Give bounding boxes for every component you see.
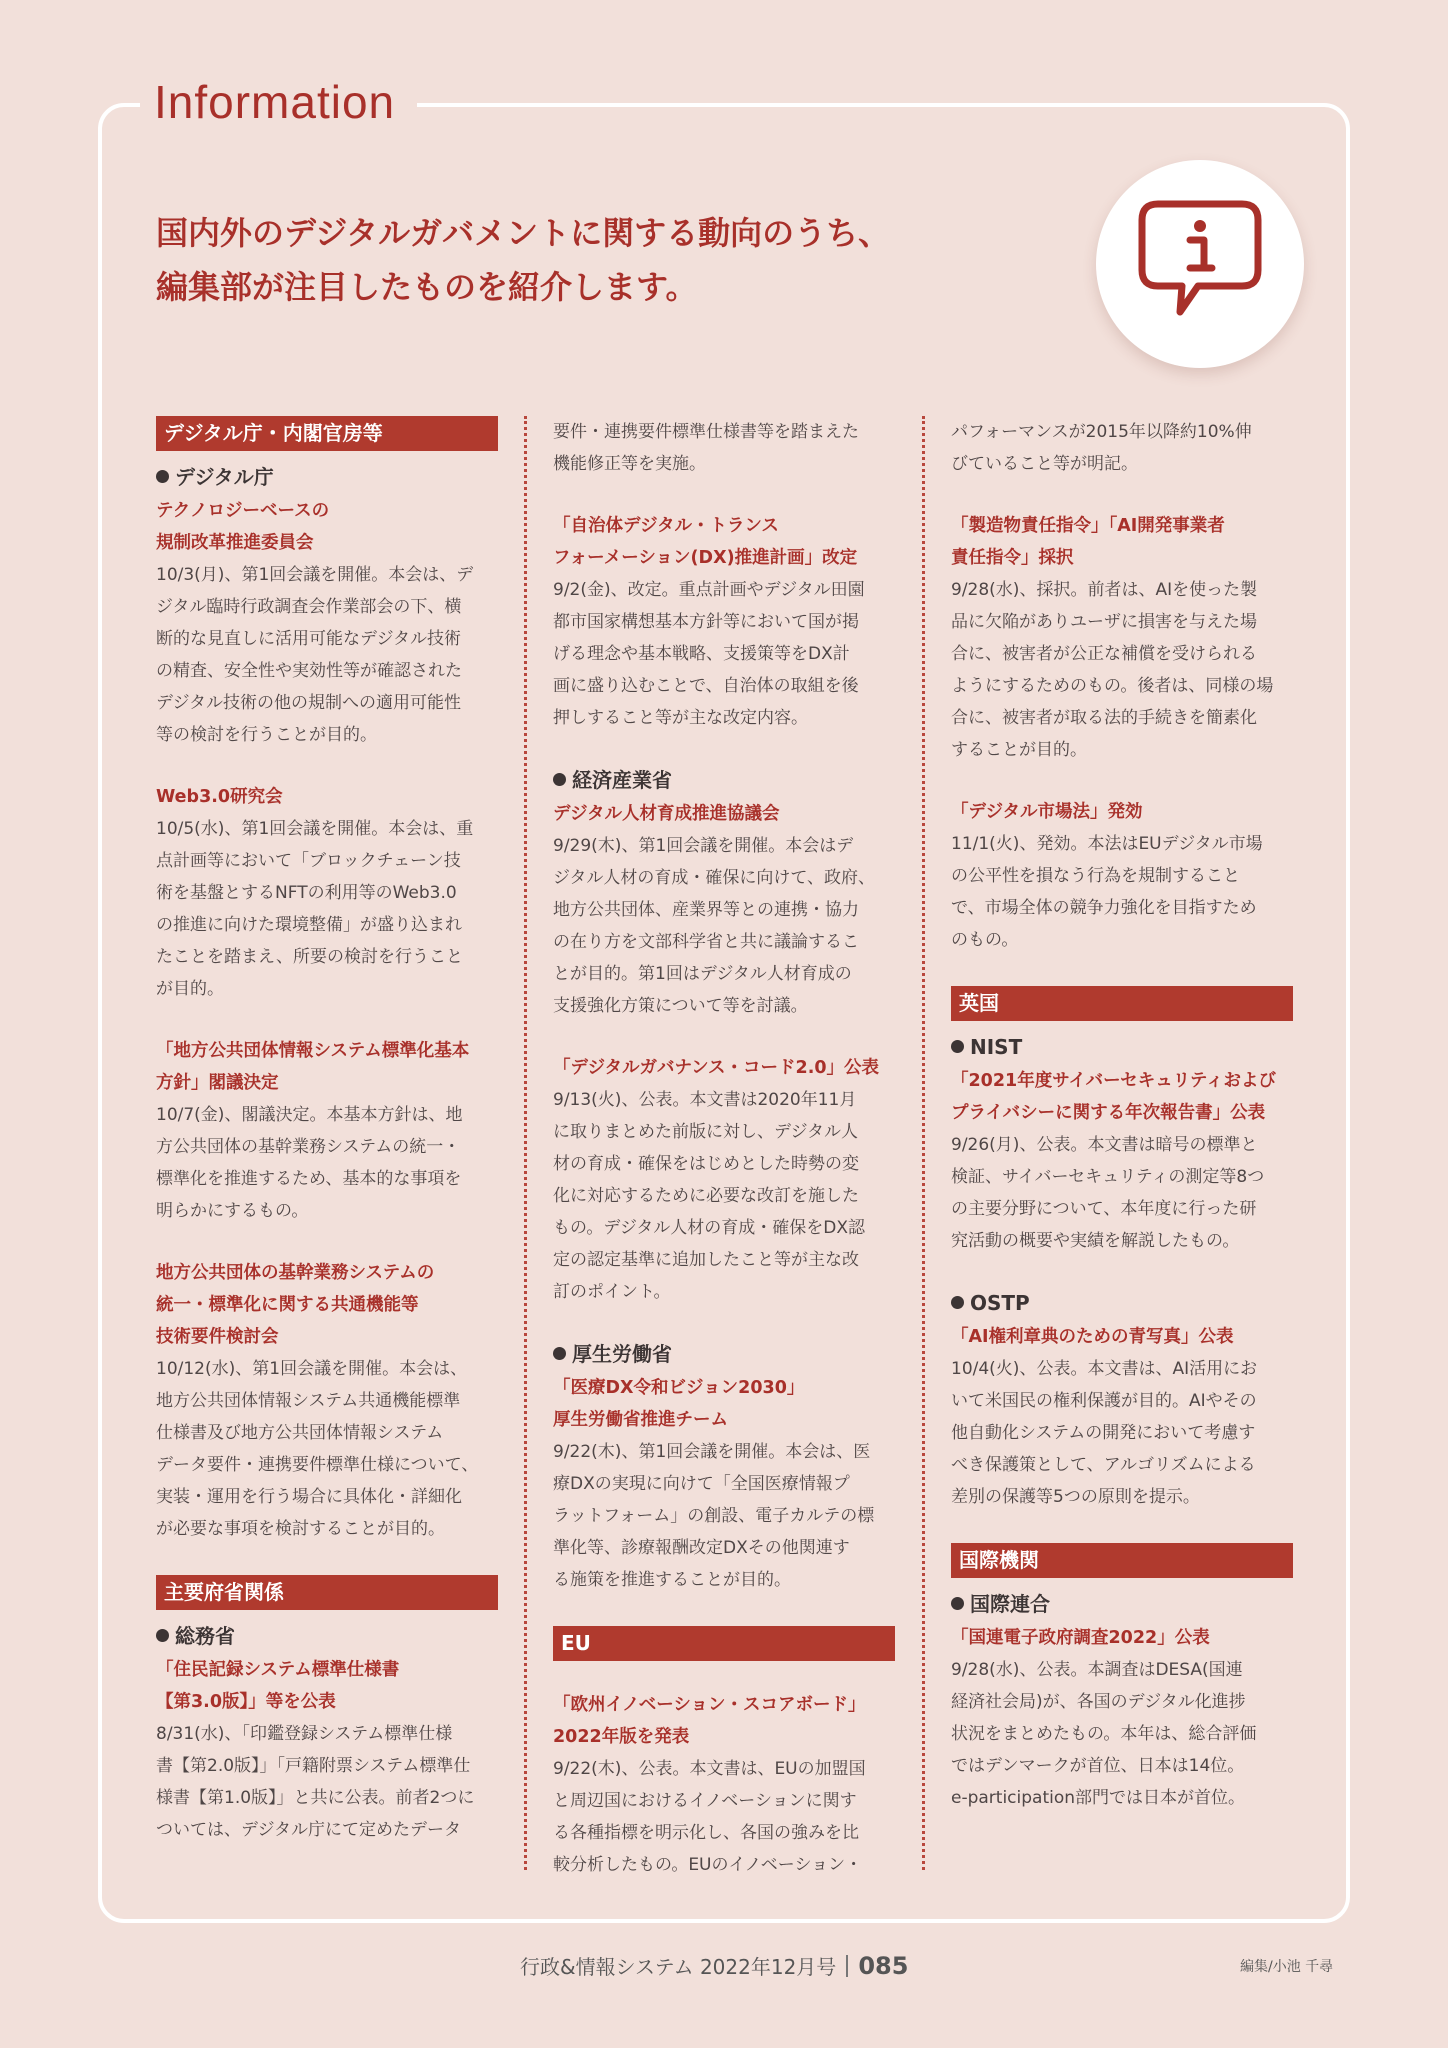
text-line: 「AI権利章典のための青写真」公表 [951,1327,1234,1347]
news-body [156,1099,498,1227]
text-line: 9/29(木)、第1回会議を開催。本会はデ [553,836,854,856]
text-line: 差別の保護等5つの原則を提示。 [951,1487,1200,1507]
news-title [951,1622,1293,1654]
section-header: EU [553,1626,895,1661]
magazine-issue: 行政&情報システム 2022年12月号 [520,1955,837,1979]
news-title [156,1035,498,1099]
column-3 [951,416,1293,1814]
text-line: パフォーマンスが2015年以降約10%伸 [951,422,1252,442]
text-line: 「製造物責任指令」「AI開発事業者 [951,516,1225,536]
text-line: ラットフォーム」の創設、電子カルテの標 [553,1506,875,1526]
column-1 [156,416,498,1846]
text-line: 地方公共団体の基幹業務システムの [156,1263,435,1283]
text-line: ジタル臨時行政調査会作業部会の下、横 [156,597,462,617]
text-line: 規制改革推進委員会 [156,533,314,553]
bullet-icon [156,470,169,483]
text-line: 8/31(水)、「印鑑登録システム標準仕様 [156,1724,453,1744]
text-line: 厚生労働省推進チーム [553,1410,728,1430]
bullet-icon [553,773,566,786]
news-body [156,813,498,1005]
text-line: 「地方公共団体情報システム標準化基本 [156,1041,470,1061]
text-line: 押しすること等が主な改定内容。 [553,708,808,728]
text-line: 品に欠陥がありユーザに損害を与えた場 [951,612,1257,632]
text-line: e-participation部門では日本が首位。 [951,1788,1246,1808]
news-body [156,1353,498,1545]
text-line: の在り方を文部科学省と共に議論するこ [553,932,859,952]
text-line: 【第3.0版】」等を公表 [156,1692,336,1712]
text-line: 11/1(火)、発効。本法はEUデジタル市場 [951,834,1263,854]
news-body [951,1353,1293,1513]
text-line: もの。デジタル人材の育成・確保をDX認 [553,1218,866,1238]
text-line: 10/4(火)、公表。本文書は、AI活用にお [951,1359,1258,1379]
text-line: 材の育成・確保をはじめとした時勢の変 [553,1154,859,1174]
text-line: 都市国家構想基本方針等において国が掲 [553,612,859,632]
text-line: 機能修正等を実施。 [553,454,706,474]
editor-credit: 編集/小池 千尋 [1240,1959,1334,1975]
text-line: ジタル人材の育成・確保に向けて、政府、 [553,868,875,888]
news-title [951,1065,1293,1129]
news-body-continued [951,416,1293,480]
intro-text [156,206,916,314]
news-body [553,1753,895,1881]
info-badge [1096,160,1304,368]
org-name: NIST [970,1035,1023,1059]
text-line: 断的な見直しに活用可能なデジタル技術 [156,629,461,649]
text-line: 9/26(月)、公表。本文書は暗号の標準と [951,1135,1258,1155]
text-line: 実装・運用を行う場合に具体化・詳細化 [156,1487,462,1507]
text-line: することが目的。 [951,740,1087,760]
news-body [156,559,498,751]
bullet-icon [553,1347,566,1360]
text-line: 「自治体デジタル・トランス [553,516,779,536]
news-title [553,1689,895,1753]
text-line: びていること等が明記。 [951,454,1138,474]
news-body [951,1654,1293,1814]
text-line: 要件・連携要件標準仕様書等を踏まえた [553,422,859,442]
text-line: 合に、被害者が取る法的手続きを簡素化 [951,708,1257,728]
text-line: 地方公共団体、産業界等との連携・協力 [553,900,859,920]
news-body [951,828,1293,956]
text-line: ついては、デジタル庁にて定めたデータ [156,1820,461,1840]
section-header: 国際機関 [951,1543,1293,1578]
news-body [553,1436,895,1596]
text-line: 9/13(火)、公表。本文書は2020年11月 [553,1090,857,1110]
org-name: OSTP [970,1291,1030,1315]
news-title [951,796,1293,828]
text-line: 様書【第1.0版】」と共に公表。前者2つに [156,1788,475,1808]
news-title [156,1654,498,1718]
text-line: 検証、サイバーセキュリティの測定等8つ [951,1167,1265,1187]
bullet-icon [951,1040,964,1053]
text-line: 究活動の概要や実績を解説したもの。 [951,1231,1240,1251]
text-line: プライバシーに関する年次報告書」公表 [951,1103,1266,1123]
news-body [553,574,895,734]
text-line: フォーメーション(DX)推進計画」改定 [553,548,858,568]
text-line: 較分析したもの。EUのイノベーション・ [553,1855,863,1875]
text-line: べき保護策として、アルゴリズムによる [951,1455,1256,1475]
text-line: 点計画等において「ブロックチェーン技 [156,851,461,871]
text-line: 「2021年度サイバーセキュリティおよび [951,1071,1277,1091]
news-body [553,1084,895,1308]
text-line: のもの。 [951,930,1019,950]
text-line: 9/2(金)、改定。重点計画やデジタル田園 [553,580,865,600]
text-line: が目的。 [156,979,224,999]
text-line: 技術要件検討会 [156,1327,279,1347]
text-line: たことを踏まえ、所要の検討を行うこと [156,947,464,967]
text-line: 方針」閣議決定 [156,1073,279,1093]
news-body [951,1129,1293,1257]
news-title [553,1052,895,1084]
news-title [553,798,895,830]
text-line: 責任指令」採択 [951,548,1074,568]
text-line: いて米国民の権利保護が目的。AIやその [951,1391,1257,1411]
text-line: 方公共団体の基幹業務システムの統一・ [156,1137,461,1157]
text-line: の推進に向けた環境整備」が盛り込まれ [156,915,462,935]
text-line: る各種指標を明示化し、各国の強みを比 [553,1823,859,1843]
text-line: デジタル技術の他の規制への適用可能性 [156,693,461,713]
footer-magazine [520,1950,908,1982]
section-header: 主要府省関係 [156,1575,498,1610]
org-name: 経済産業省 [572,768,672,792]
text-line: で、市場全体の競争力強化を目指すため [951,898,1257,918]
text-line: 療DXの実現に向けて「全国医療情報プ [553,1474,850,1494]
org-name: デジタル庁 [175,465,274,489]
org-heading [951,1287,1293,1319]
text-line: の公平性を損なう行為を規制すること [951,866,1240,886]
text-line: 「住民記録システム標準仕様書 [156,1660,400,1680]
intro-line: 編集部が注目したものを紹介します。 [156,268,698,306]
text-line: 画に盛り込むことで、自治体の取組を後 [553,676,859,696]
column-divider [922,416,925,1870]
text-line: 化に対応するために必要な改訂を施した [553,1186,859,1206]
news-title [951,510,1293,574]
text-line: 9/28(水)、採択。前者は、AIを使った製 [951,580,1258,600]
org-name: 総務省 [175,1624,235,1648]
news-title [553,1372,895,1436]
info-speech-bubble-icon [1136,196,1264,326]
text-line: 術を基盤とするNFTの利用等のWeb3.0 [156,883,457,903]
text-line: 10/5(水)、第1回会議を開催。本会は、重 [156,819,474,839]
section-header: 英国 [951,986,1293,1021]
text-line: デジタル人材育成推進協議会 [553,804,780,824]
news-body [553,830,895,1022]
text-line: 準化等、診療報酬改定DXその他関連す [553,1538,850,1558]
text-line: る施策を推進することが目的。 [553,1570,791,1590]
text-line: が必要な事項を検討することが目的。 [156,1519,445,1539]
text-line: 統一・標準化に関する共通機能等 [156,1295,419,1315]
news-body-continued [553,416,895,480]
text-line: 「医療DX令和ビジョン2030」 [553,1378,805,1398]
text-line: 経済社会局)が、各国のデジタル化進捗 [951,1692,1246,1712]
text-line: げる理念や基本戦略、支援策等をDX計 [553,644,850,664]
page-number: 085 [858,1952,909,1980]
text-line: ようにするためのもの。後者は、同様の場 [951,676,1274,696]
text-line: 9/22(木)、第1回会議を開催。本会は、医 [553,1442,871,1462]
text-line: 他自動化システムの開発において考慮す [951,1423,1256,1443]
text-line: 明らかにするもの。 [156,1201,309,1221]
news-body [951,574,1293,766]
text-line: と周辺国におけるイノベーションに関す [553,1791,857,1811]
text-line: 定の認定基準に追加したこと等が主な改 [553,1250,859,1270]
text-line: 9/22(木)、公表。本文書は、EUの加盟国 [553,1759,866,1779]
column-2 [553,416,895,1881]
section-header: デジタル庁・内閣官房等 [156,416,498,451]
org-heading [951,1588,1293,1620]
bullet-icon [951,1296,964,1309]
text-line: の主要分野について、本年度に行った研 [951,1199,1257,1219]
footer-divider [846,1955,848,1977]
org-heading [553,764,895,796]
text-line: 書【第2.0版】」「戸籍附票システム標準仕 [156,1756,471,1776]
text-line: とが目的。第1回はデジタル人材育成の [553,964,852,984]
news-title [156,1257,498,1353]
org-name: 国際連合 [970,1592,1050,1616]
text-line: 「国連電子政府調査2022」公表 [951,1628,1210,1648]
text-line: テクノロジーベースの [156,501,330,521]
text-line: 2022年版を発表 [553,1727,690,1747]
news-title [156,781,498,813]
text-line: 10/12(水)、第1回会議を開催。本会は、 [156,1359,468,1379]
news-title [951,1321,1293,1353]
bullet-icon [951,1597,964,1610]
column-divider [524,416,527,1870]
text-line: 9/28(水)、公表。本調査はDESA(国連 [951,1660,1243,1680]
news-title [156,495,498,559]
text-line: 仕様書及び地方公共団体情報システム [156,1423,444,1443]
news-title [553,510,895,574]
org-heading [156,461,498,493]
text-line: 10/3(月)、第1回会議を開催。本会は、デ [156,565,474,585]
org-heading [553,1338,895,1370]
text-line: 標準化を推進するため、基本的な事項を [156,1169,462,1189]
news-body [156,1718,498,1846]
text-line: 地方公共団体情報システム共通機能標準 [156,1391,461,1411]
org-name: 厚生労働省 [572,1342,672,1366]
org-heading [951,1031,1293,1063]
intro-line: 国内外のデジタルガバメントに関する動向のうち、 [156,214,891,252]
text-line: 等の検討を行うことが目的。 [156,725,377,745]
text-line: ではデンマークが首位、日本は14位。 [951,1756,1245,1776]
text-line: 合に、被害者が公正な補償を受けられる [951,644,1257,664]
text-line: 「欧州イノベーション・スコアボード」 [553,1695,866,1715]
org-heading [156,1620,498,1652]
text-line: 状況をまとめたもの。本年は、総合評価 [951,1724,1257,1744]
text-line: データ要件・連携要件標準仕様について、 [156,1455,479,1475]
text-line: 「デジタルガバナンス・コード2.0」公表 [553,1058,880,1078]
text-line: Web3.0研究会 [156,787,283,807]
text-line: 支援強化方策について等を討議。 [553,996,808,1016]
text-line: の精査、安全性や実効性等が確認された [156,661,462,681]
text-line: 「デジタル市場法」発効 [951,802,1143,822]
text-line: 10/7(金)、閣議決定。本基本方針は、地 [156,1105,463,1125]
page-title: Information [140,72,417,132]
bullet-icon [156,1629,169,1642]
text-line: 訂のポイント。 [553,1282,671,1302]
text-line: に取りまとめた前版に対し、デジタル人 [553,1122,858,1142]
